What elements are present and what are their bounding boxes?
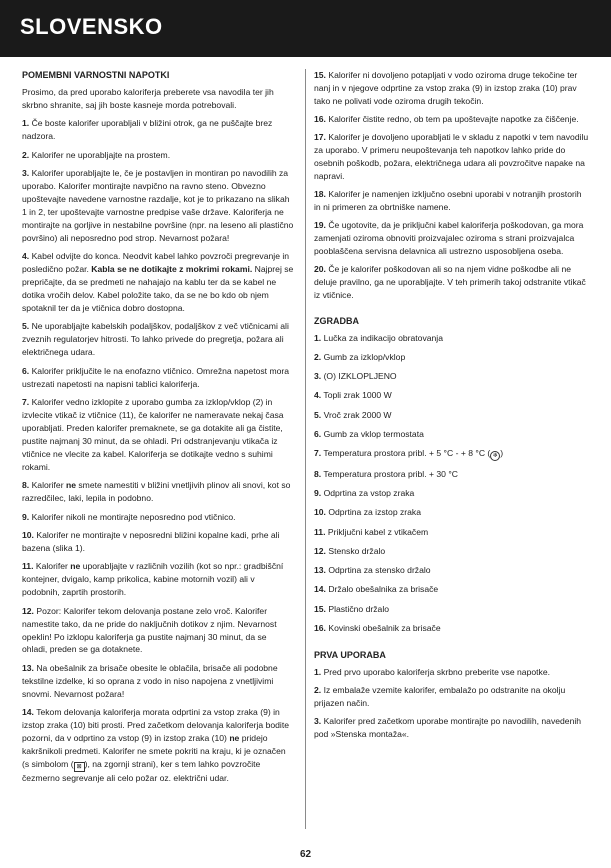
left-column bbox=[22, 69, 294, 790]
safety-item-5: 5. Ne uporabljajte kabelskih podaljškov, podaljškov z več vtičnicami ali zveznih regulatorjev hitrosti. To lahko privede do pregretja, požara ali električnega udara. bbox=[22, 321, 289, 358]
safety-item-11: 11. Kalorifer ne uporabljajte v različnih vozilih (kot so npr.: gradbišční kontejner, dvigalo, kamp prikolica, kabine motornih vozil) ali v podobnih, zaprtih prostorih. bbox=[22, 561, 284, 598]
safety-item-2: 2. Kalorifer ne uporabljajte na prostem. bbox=[22, 149, 171, 160]
part-item-13: 13. Odprtina za stensko držalo bbox=[314, 565, 431, 576]
safety-item-3: 3. Kalorifer uporabljajte le, če je postavljen in montiran po navodilih za uporabo. Kalorifer montirajte navpično na ravno steno. Obvezno upoštevajte navedene varnostne razdalje, kot je to prikazano na slikah 1 in 2, ter upoštevajte varnostne predpise vaše države. Kaloriferja ne montirajte na gorljive in nestabilne površine (npr. na leseno ali plastično površino) ali neposredno pod strop. Nevarnost požara! bbox=[22, 168, 294, 243]
do-not-cover-icon: ⊠ bbox=[74, 762, 85, 772]
safety-item-13: 13. Na obešalnik za brisače obesite le oblačila, brisače ali podobne tekstilne izdelke, ki so oprana z vodo in niso napojena z vnetljivimi snovmi. Nevarnost požara! bbox=[22, 662, 278, 699]
part-item-14: 14. Držalo obešalnika za brisače bbox=[314, 584, 439, 595]
frost-protection-icon: ❄ bbox=[490, 451, 500, 461]
part-item-9: 9. Odprtina za vstop zraka bbox=[314, 488, 415, 498]
safety-item-4: 4. Kabel odvijte do konca. Neodvit kabel lahko povzroči pregrevanje in posledično požar. Kabla se ne dotikajte z mokrimi rokami. Najprej se prepričajte, da se predmeti ne nahajajo na kablu ter da se kabel ne dotika vročih delov. Kabel položite tako, da se ne bo kdo ob njem spotaknil ter da je vtičnica dobro dostopna. bbox=[22, 251, 294, 313]
part-item-15: 15. Plastično držalo bbox=[314, 603, 390, 614]
safety-item-12: 12. Pozor: Kalorifer tekom delovanja postane zelo vroč. Kalorifer namestite tako, da ne pride do naključnih dotikov z njim. Nevarnost opeklin! Po izklopu kaloriferja ga pustite najmanj 30 minut, da se ohladi, preden se ga dotaknete. bbox=[22, 605, 277, 655]
column-divider bbox=[305, 69, 306, 829]
safety-item-15: 15. Kalorifer ni dovoljeno potapljati v vodo oziroma druge tekočine ter nanj in v njegove odprtine za vstop zraka (9) in izstop zraka (10) prav tako ne polivati vode oziroma drugih tekočin. bbox=[314, 70, 578, 106]
safety-item-18: 18. Kalorifer je namenjen izključno osebni uporabi v notranjih prostorih in ni primeren za obrtniške namene. bbox=[314, 188, 582, 212]
part-item-16: 16. Kovinski obešalnik za brisače bbox=[314, 623, 441, 634]
safety-item-17: 17. Kalorifer je dovoljeno uporabljati le v skladu z napotki v tem navodilu za uporabo. V primeru neupoštevanja teh napotkov lahko pride do osebnih poškodb, požara, električnega udara ali povzročitve napake na napravi. bbox=[314, 132, 589, 181]
zgradba-heading: ZGRADBA bbox=[314, 315, 359, 326]
first-use-heading: PRVA UPORABA bbox=[314, 650, 386, 661]
part-item-4: 4. Topli zrak 1000 W bbox=[314, 390, 392, 401]
part-item-1: 1. Lučka za indikacijo obratovanja bbox=[314, 332, 443, 343]
safety-item-6: 6. Kalorifer priključite le na enofazno vtičnico. Omrežna napetost mora ustrezati napetosti na napisni tablici kaloriferja. bbox=[22, 365, 290, 389]
language-header bbox=[0, 0, 611, 57]
right-column bbox=[314, 69, 590, 746]
safety-item-1: 1. Če boste kalorifer uporabljali v bližini otrok, ga ne puščajte brez nadzora. bbox=[22, 118, 273, 142]
part-item-10: 10. Odprtina za izstop zraka bbox=[314, 507, 422, 518]
part-item-11: 11. Priključni kabel z vtikačem bbox=[314, 526, 429, 537]
language-title: SLOVENSKO bbox=[20, 14, 163, 39]
part-item-6: 6. Gumb za vklop termostata bbox=[314, 429, 424, 440]
part-item-8: 8. Temperatura prostora pribl. + 30 °C bbox=[314, 468, 458, 479]
safety-item-19: 19. Če ugotovite, da je priključni kabel kaloriferja poškodovan, ga mora zamenjati oziroma obnoviti proizvajalec oziroma s strani proizvajalca pooblaščena servisna delavnica ali ustrezno usposobljena oseba. bbox=[314, 219, 584, 256]
safety-item-8: 8. Kalorifer ne smete namestiti v bližini vnetljivih plinov ali snovi, kot so razredčilec, laki, lepila in podobno. bbox=[22, 480, 291, 504]
first-use-item-2: 2. Iz embalaže vzemite kalorifer, embalažo po odstranite na okolju prijazen način. bbox=[314, 685, 566, 709]
part-item-5: 5. Vroč zrak 2000 W bbox=[314, 409, 392, 420]
part-item-2: 2. Gumb za izklop/vklop bbox=[314, 351, 406, 362]
safety-item-10: 10. Kalorifer ne montirajte v neposredni bližini kopalne kadi, prhe ali bazena (slika 1). bbox=[22, 530, 280, 553]
safety-heading: POMEMBNI VARNOSTNI NAPOTKI bbox=[22, 70, 170, 80]
part-item-12: 12. Stensko držalo bbox=[314, 545, 386, 556]
first-use-item-3: 3. Kalorifer pred začetkom uporabe montirajte po navodilih, navedenih pod »Stenska montaža«. bbox=[314, 716, 582, 740]
part-item-7: 7. Temperatura prostora pribl. + 5 °C - + 8 °C ( ❄ ) bbox=[314, 448, 504, 460]
safety-item-14: 14. Tekom delovanja kaloriferja morata odprtini za vstop zraka (9) in izstop zraka (10) biti prosti. Pred začetkom delovanja kaloriferja bodite pozorni, da v odprtino za vstop (9) in izstop zraka (10) ne pridejo kakršnikoli predmeti. Kalorifer ne smete pokriti na kraju, ki je označen (s simbolom ( ⊠ ), na zgornji strani), ker s tem lahko povzročite čezmerno segrevanje ali celo požar oz. električni udar. bbox=[22, 707, 290, 783]
first-use-item-1: 1. Pred prvo uporabo kaloriferja skrbno preberite vse napotke. bbox=[314, 667, 550, 678]
part-item-3: 3. (O) IZKLOPLJENO bbox=[314, 371, 397, 382]
safety-item-9: 9. Kalorifer nikoli ne montirajte neposredno pod vtičnico. bbox=[22, 511, 236, 522]
safety-item-7: 7. Kalorifer vedno izklopite z uporabo gumba za izklop/vklop (2) in izvlecite vtikač iz vtičnice (11), če kalorifer ne nameravate nekaj časa uporabljati. Preden kalorifer premaknete, se ga dotakite ali ga čistite, pustite najmanj 30 minut, da se ohladi. Pri odstranjevanju vtikača iz vtičnice ne vlecite za kabel. Kaloriferja se dotikajte vedno s suhimi rokami. bbox=[22, 397, 284, 472]
safety-item-20: 20. Če je kalorifer poškodovan ali so na njem vidne poškodbe ali ne deluje pravilno, ga ne uporabljajte. V teh primerih takoj odstranite vtikač iz vtičnice. bbox=[314, 263, 586, 300]
safety-item-16: 16. Kalorifer čistite redno, ob tem pa upoštevajte napotke za čiščenje. bbox=[314, 113, 579, 124]
safety-intro: Prosimo, da pred uporabo kaloriferja preberete vsa navodila ter jih skrbno shranite, saj jih boste kasneje morda potrebovali. bbox=[22, 86, 274, 110]
page-number: 62 bbox=[299, 849, 312, 860]
